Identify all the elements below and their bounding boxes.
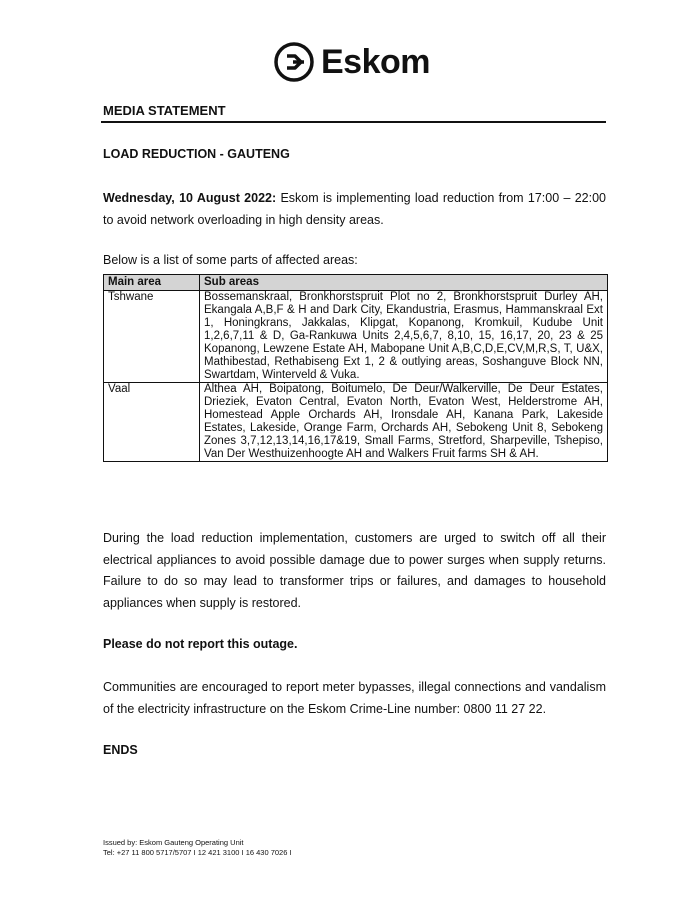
- advice-paragraph: During the load reduction implementation, customers are urged to switch off all their electrical appliances to avoid possible damage due to power surges when supply returns. Failure to do so may lead to transformer trips or failures, and damages to household appliances when supply is restored.: [103, 531, 606, 610]
- eskom-logo-icon: [274, 42, 314, 82]
- statement-heading: LOAD REDUCTION - GAUTENG: [103, 147, 290, 161]
- footer-tel: Tel: +27 11 800 5717/5707 I 12 421 3100 I 16 430 7026 I: [103, 847, 292, 857]
- ends-marker: ENDS: [103, 743, 138, 757]
- logo-wordmark: Eskom: [321, 43, 430, 81]
- affected-areas-table: [103, 274, 608, 462]
- eskom-logo: [274, 42, 430, 82]
- list-intro: Below is a list of some parts of affected areas:: [103, 253, 358, 267]
- statement-date: Wednesday, 10 August 2022:: [103, 191, 277, 205]
- table-header-row: [104, 275, 608, 291]
- table-row: [104, 291, 608, 383]
- intro-text: Eskom is implementing load reduction from 17:00 – 22:00 to avoid network overloading in high density areas.: [103, 191, 606, 227]
- community-paragraph: Communities are encouraged to report meter bypasses, illegal connections and vandalism of the electricity infrastructure on the Eskom Crime-Line number: 0800 11 27 22.: [103, 680, 606, 716]
- title-divider: [101, 121, 606, 123]
- intro-paragraph: [103, 188, 606, 231]
- sub-areas-cell: Althea AH, Boipatong, Boitumelo, De Deur/Walkerville, De Deur Estates, Drieziek, Evaton Central, Evaton North, Evaton West, Helderstrome AH, Homestead Apple Orchards AH, Ironsdale AH, Kanana Park, Lakeside Estates, Lakeside, Orange Farm, Orchards AH, Sebokeng Unit 8, Sebokeng Zones 3,7,12,13,14,16,17&19, Small Farms, Stretford, Sharpeville, Tshepiso, Van Der Westhuizenhoogte AH and Walkers Fruit farms SH & AH.: [200, 383, 608, 462]
- document-title: MEDIA STATEMENT: [103, 103, 226, 118]
- header-sub-areas: Sub areas: [200, 275, 608, 291]
- sub-areas-cell: Bossemanskraal, Bronkhorstspruit Plot no 2, Bronkhorstspruit Durley AH, Ekangala A,B,F & H and Dark City, Ekandustria, Erasmus, Hammanskraal Ext 1, Honingkrans, Jakkalas, Klipgat, Kopanong, Kromkuil, Kudube Unit 1,2,6,7,11 & D, Ga-Rankuwa Units 2,4,5,6,7, 8,10, 15, 16,17, 20, 23 & 25 Kopanong, Lewzene Estate AH, Mabopane Unit A,B,C,D,E,CV,M,R,S, T, U&X, Mathibestad, Rethabiseng Ext 1, 2 & outlying areas, Soshanguve Block NN, Swartdam, Winterveld & Vuka.: [200, 291, 608, 383]
- header-main-area: Main area: [104, 275, 200, 291]
- table-row: [104, 383, 608, 462]
- main-area-cell: Tshwane: [104, 291, 200, 383]
- footer: [103, 838, 292, 857]
- no-report-notice: Please do not report this outage.: [103, 637, 298, 651]
- main-area-cell: Vaal: [104, 383, 200, 462]
- footer-issued-by: Issued by: Eskom Gauteng Operating Unit: [103, 838, 244, 847]
